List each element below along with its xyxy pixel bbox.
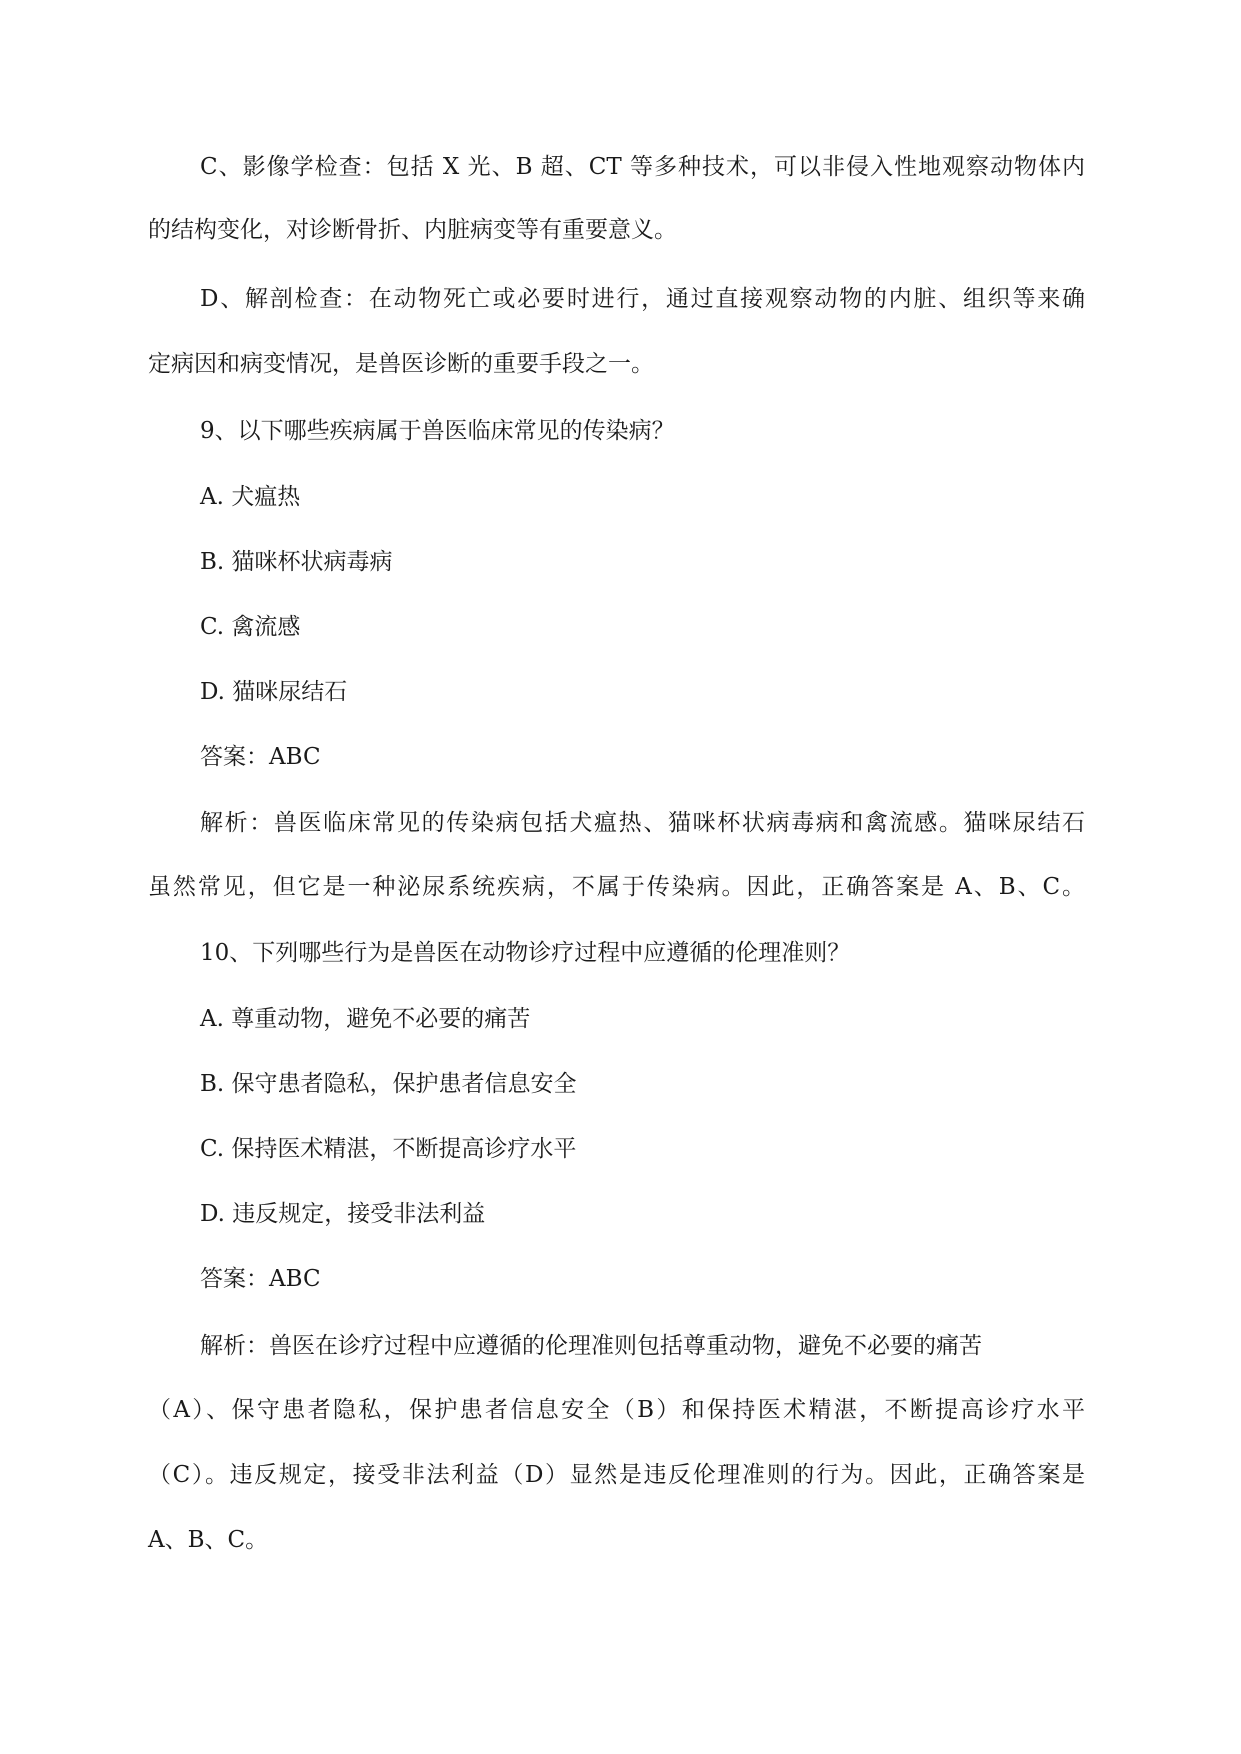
question-10-explanation-line-3: （C）。违反规定，接受非法利益（D）显然是违反伦理准则的行为。因此，正确答案是	[148, 1462, 1085, 1488]
question-9-explanation-line-2: 虽然常见，但它是一种泌尿系统疾病，不属于传染病。因此，正确答案是 A、B、C。	[148, 874, 1085, 900]
question-9: 9、以下哪些疾病属于兽医临床常见的传染病？	[200, 418, 675, 444]
question-10-option-c: C. 保持医术精湛，不断提高诊疗水平	[200, 1136, 577, 1162]
question-10-explanation-line-1: 解析：兽医在诊疗过程中应遵循的伦理准则包括尊重动物，避免不必要的痛苦	[200, 1333, 982, 1359]
question-10-answer: 答案：ABC	[200, 1266, 321, 1292]
paragraph-imaging-line-1: C、影像学检查：包括 X 光、B 超、CT 等多种技术，可以非侵入性地观察动物体内	[200, 154, 1085, 180]
question-10-option-d: D. 违反规定，接受非法利益	[200, 1201, 486, 1227]
question-9-option-a: A. 犬瘟热	[200, 484, 301, 510]
question-10-option-b: B. 保守患者隐私，保护患者信息安全	[200, 1071, 577, 1097]
question-9-explanation-line-1: 解析：兽医临床常见的传染病包括犬瘟热、猫咪杯状病毒病和禽流感。猫咪尿结石	[200, 810, 1085, 836]
question-10: 10、下列哪些行为是兽医在动物诊疗过程中应遵循的伦理准则？	[200, 940, 851, 966]
paragraph-imaging-line-2: 的结构变化，对诊断骨折、内脏病变等有重要意义。	[148, 217, 677, 243]
paragraph-autopsy-line-1: D、解剖检查：在动物死亡或必要时进行，通过直接观察动物的内脏、组织等来确	[200, 286, 1085, 312]
question-10-option-a: A. 尊重动物，避免不必要的痛苦	[200, 1006, 531, 1032]
question-9-answer: 答案：ABC	[200, 744, 321, 770]
question-9-option-d: D. 猫咪尿结石	[200, 679, 348, 705]
question-10-explanation-line-2: （A）、保守患者隐私，保护患者信息安全（B）和保持医术精湛，不断提高诊疗水平	[148, 1397, 1085, 1423]
question-9-option-b: B. 猫咪杯状病毒病	[200, 549, 393, 575]
question-10-explanation-line-4: A、B、C。	[148, 1527, 269, 1553]
paragraph-autopsy-line-2: 定病因和病变情况，是兽医诊断的重要手段之一。	[148, 351, 654, 377]
question-9-option-c: C. 禽流感	[200, 614, 301, 640]
